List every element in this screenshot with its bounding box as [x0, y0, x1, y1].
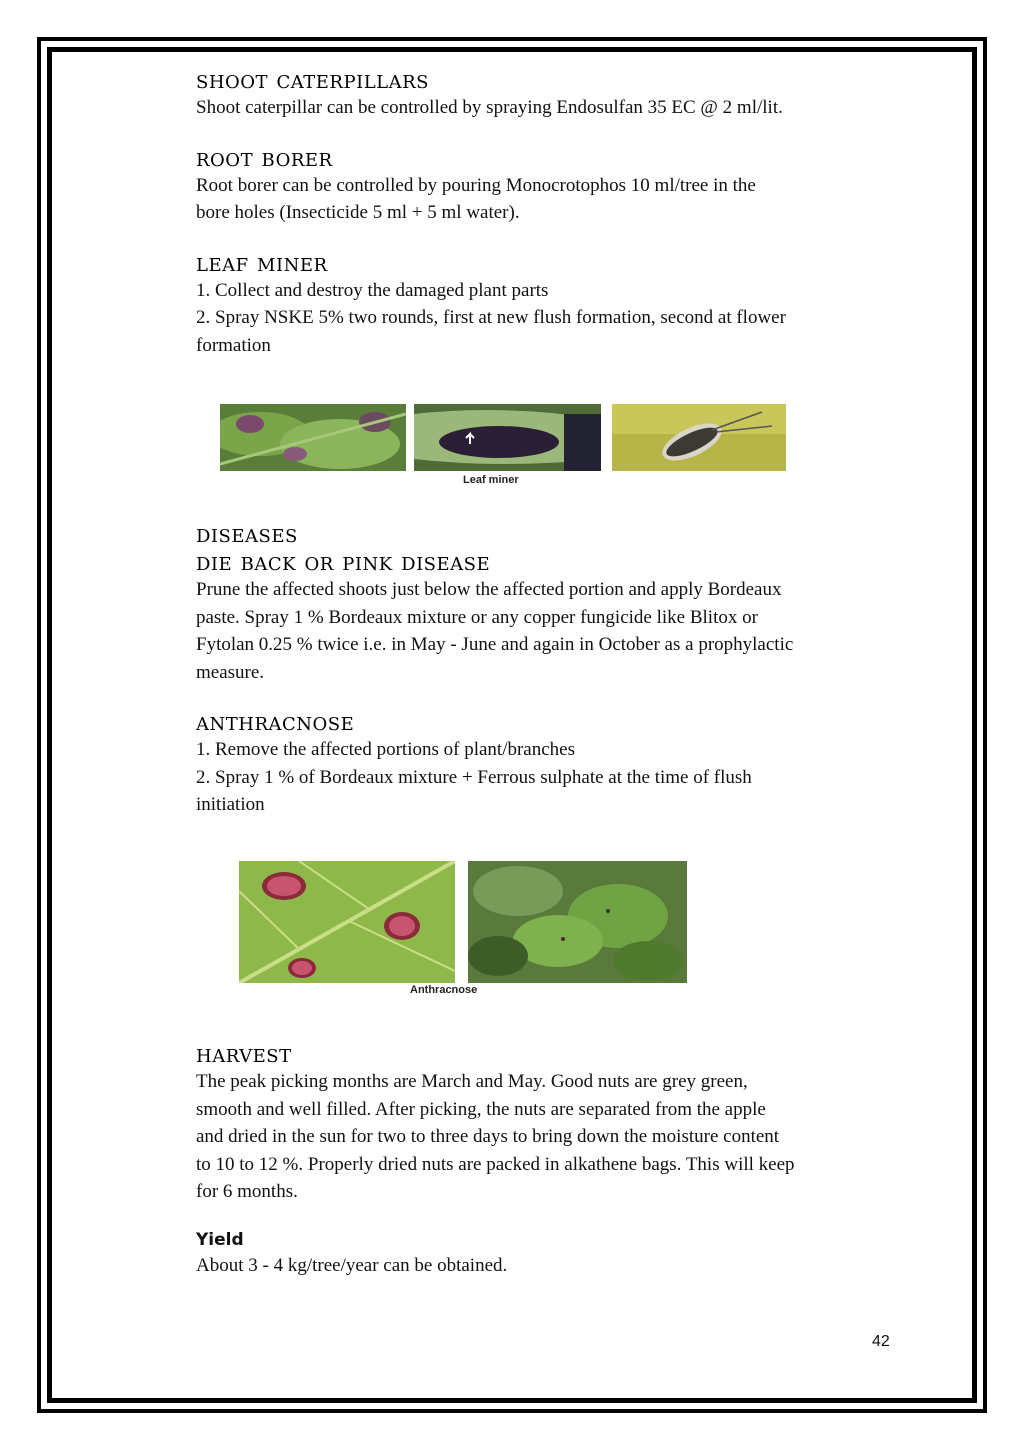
shoot-caterpillars-section: [196, 66, 896, 122]
leaf-miner-line: 1. Collect and destroy the damaged plant parts: [196, 279, 549, 301]
yield-heading: Yield: [196, 1229, 244, 1250]
anthracnose-caption: Anthracnose: [410, 984, 478, 996]
anthracnose-line: 1. Remove the affected portions of plant/branches: [196, 739, 575, 760]
harvest-heading: harvest: [196, 1039, 292, 1068]
anthracnose-line: initiation: [196, 794, 265, 815]
anthracnose-heading: anthracnose: [196, 707, 355, 736]
root-borer-heading: root borer: [196, 142, 333, 172]
anthracnose-section: [196, 708, 896, 819]
die-back-heading: die back or pink disease: [196, 547, 491, 576]
die-back-line: Fytolan 0.25 % twice i.e. in May - June and again in October as a prophylactic: [196, 634, 794, 655]
diseases-section: [196, 520, 896, 548]
page-content: [196, 66, 896, 373]
shoot-caterpillars-text: Shoot caterpillar can be controlled by spraying Endosulfan 35 EC @ 2 ml/lit.: [196, 97, 783, 118]
harvest-line: and dried in the sun for two to three days to bring down the moisture content: [196, 1126, 780, 1147]
die-back-line: measure.: [196, 661, 265, 683]
leaf-miner-photo-1: [220, 404, 406, 471]
harvest-line: The peak picking months are March and May. Good nuts are grey green,: [196, 1071, 748, 1092]
harvest-section: [196, 1040, 896, 1206]
leaf-miner-line: formation: [196, 334, 271, 356]
root-borer-line: Root borer can be controlled by pouring Monocrotophos 10 ml/tree in the: [196, 174, 756, 196]
anthracnose-photo-2: [468, 861, 687, 983]
leaf-miner-line: 2. Spray NSKE 5% two rounds, first at new flush formation, second at flower: [196, 307, 786, 328]
page-number: 42: [872, 1333, 890, 1350]
diseases-heading: diseases: [196, 519, 298, 548]
leaf-miner-photo-3: [612, 404, 786, 471]
yield-text: About 3 - 4 kg/tree/year can be obtained.: [196, 1254, 508, 1276]
harvest-content: [196, 1040, 896, 1279]
anthracnose-photo-1: [239, 861, 455, 983]
root-borer-section: [196, 144, 896, 227]
leaf-miner-caption: Leaf miner: [463, 474, 519, 486]
die-back-line: Prune the affected shoots just below the affected portion and apply Bordeaux: [196, 579, 782, 600]
die-back-section: [196, 548, 896, 686]
harvest-line: for 6 months.: [196, 1181, 298, 1202]
yield-section: [196, 1228, 896, 1280]
diseases-content: [196, 520, 896, 833]
leaf-miner-heading: leaf miner: [196, 247, 328, 277]
leaf-miner-photo-2: [414, 404, 601, 471]
harvest-line: to 10 to 12 %. Properly dried nuts are packed in alkathene bags. This will keep: [196, 1153, 795, 1175]
shoot-caterpillars-heading: shoot caterpillars: [196, 65, 429, 94]
die-back-line: paste. Spray 1 % Bordeaux mixture or any copper fungicide like Blitox or: [196, 606, 758, 628]
root-borer-line: bore holes (Insecticide 5 ml + 5 ml water).: [196, 202, 520, 223]
anthracnose-line: 2. Spray 1 % of Bordeaux mixture + Ferrous sulphate at the time of flush: [196, 766, 752, 788]
harvest-line: smooth and well filled. After picking, the nuts are separated from the apple: [196, 1098, 766, 1120]
leaf-miner-section: [196, 249, 896, 360]
